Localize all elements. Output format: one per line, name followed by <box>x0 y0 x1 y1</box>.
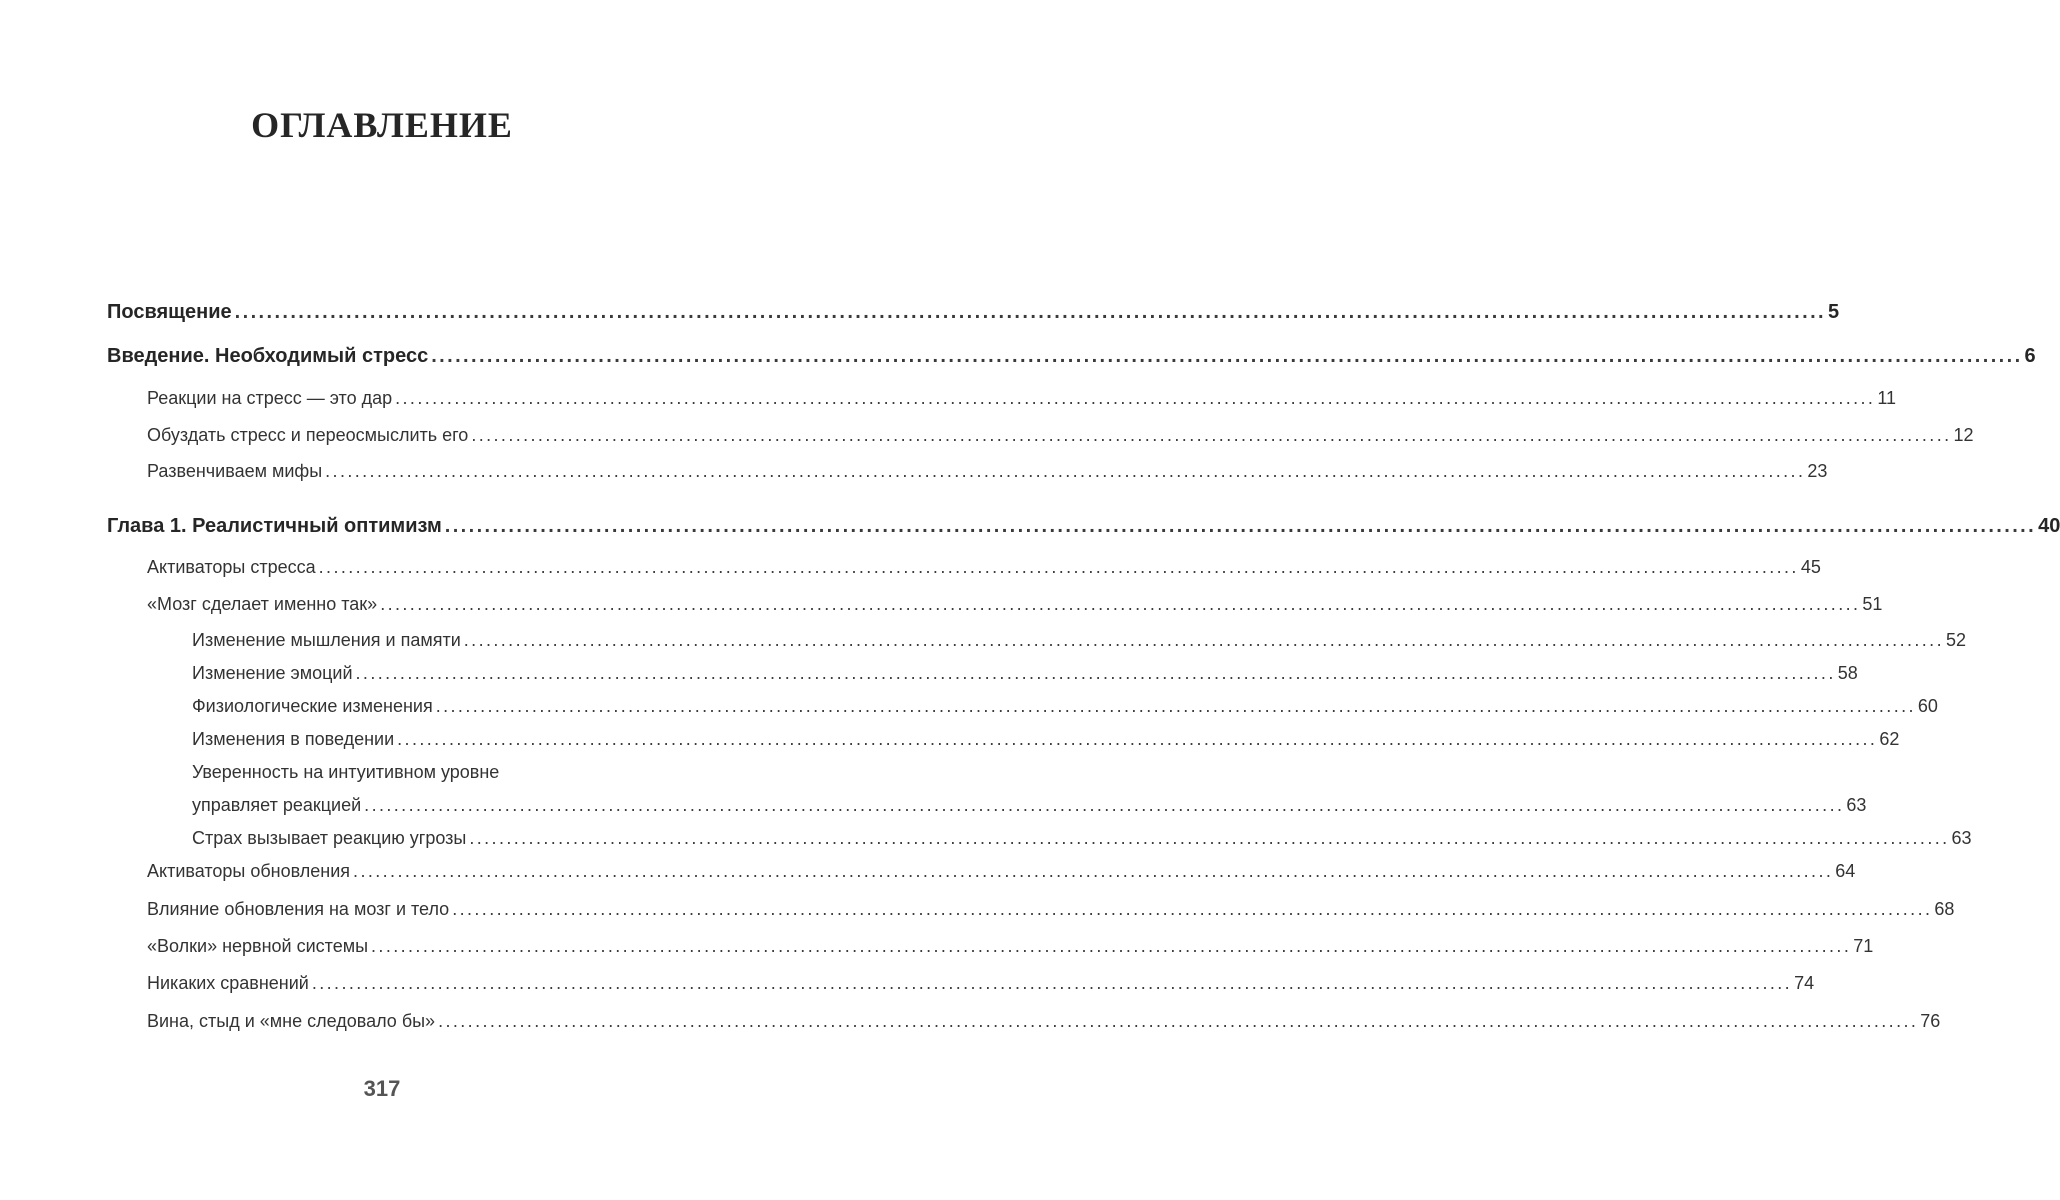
toc-entry-label: Посвящение <box>107 301 232 323</box>
toc-chapter-entry <box>107 515 2060 537</box>
dot-leader: ........................................................................................................................................................................................................ <box>318 557 1799 577</box>
toc-section-entry <box>147 388 1897 408</box>
toc-subsection-entry <box>192 795 1867 815</box>
toc-section-entry <box>147 973 1815 993</box>
toc-entry-page-number: 11 <box>1877 388 1897 408</box>
toc-entry-label: Развенчиваем мифы <box>147 461 323 481</box>
toc-subsection-entry <box>192 630 1967 650</box>
dot-leader: ........................................................................................................................................................................................................ <box>431 345 2023 367</box>
toc-entry-page-number: 64 <box>1835 861 1856 881</box>
toc-entry-label: Физиологические изменения <box>192 696 433 716</box>
dot-leader: ........................................................................................................................................................................................................ <box>435 696 1916 716</box>
toc-section-entry <box>147 936 1874 956</box>
toc-entry-label: Обуздать стресс и переосмыслить его <box>147 425 469 445</box>
dot-leader: ........................................................................................................................................................................................................ <box>469 828 1950 848</box>
dot-leader: ........................................................................................................................................................................................................ <box>325 461 1806 481</box>
toc-entry-label: Изменения в поведении <box>192 729 395 749</box>
toc-section-entry <box>147 425 1974 445</box>
toc-entry-page-number: 68 <box>1934 899 1955 919</box>
toc-entry-page-number: 76 <box>1920 1011 1941 1031</box>
dot-leader: ........................................................................................................................................................................................................ <box>353 861 1834 881</box>
toc-section-entry <box>147 1011 1941 1031</box>
toc-entry-label: Реакции на стресс — это дар <box>147 388 393 408</box>
toc-entry-page-number: 71 <box>1853 936 1874 956</box>
toc-subsection-entry <box>192 663 1858 683</box>
dot-leader: ........................................................................................................................................................................................................ <box>380 594 1861 614</box>
toc-entry-label: Никаких сравнений <box>147 973 309 993</box>
dot-leader: ........................................................................................................................................................................................................ <box>364 795 1845 815</box>
toc-section-entry <box>147 461 1828 481</box>
toc-section-entry <box>147 861 1856 881</box>
toc-entry-page-number: 62 <box>1879 729 1900 749</box>
toc-section-entry <box>147 594 1883 614</box>
page-title: ОГЛАВЛЕНИЕ <box>251 105 513 145</box>
toc-entry-page-number: 45 <box>1800 557 1821 577</box>
dot-leader: ........................................................................................................................................................................................................ <box>371 936 1852 956</box>
dot-leader: ........................................................................................................................................................................................................ <box>438 1011 1919 1031</box>
dot-leader: ........................................................................................................................................................................................................ <box>395 388 1876 408</box>
toc-entry-label-first-line: Уверенность на интуитивном уровне <box>192 762 500 782</box>
dot-leader: ........................................................................................................................................................................................................ <box>444 515 2037 537</box>
dot-leader: ........................................................................................................................................................................................................ <box>311 973 1793 993</box>
dot-leader: ........................................................................................................................................................................................................ <box>452 899 1933 919</box>
toc-entry-label: Глава 1. Реалистичный оптимизм <box>107 515 442 537</box>
toc-entry-page-number: 74 <box>1794 973 1815 993</box>
toc-entry-page-number: 6 <box>2024 345 2036 367</box>
toc-subsection-entry <box>192 828 1972 848</box>
toc-entry-label: «Мозг сделает именно так» <box>147 594 378 614</box>
toc-entry-label: Влияние обновления на мозг и тело <box>147 899 450 919</box>
dot-leader: ........................................................................................................................................................................................................ <box>234 301 1826 323</box>
toc-entry-label: Страх вызывает реакцию угрозы <box>192 828 467 848</box>
dot-leader: ........................................................................................................................................................................................................ <box>463 630 1944 650</box>
toc-entry-label: Активаторы стресса <box>147 557 316 577</box>
toc-section-entry <box>147 899 1955 919</box>
dot-leader: ........................................................................................................................................................................................................ <box>355 663 1836 683</box>
toc-entry-label: Изменение мышления и памяти <box>192 630 461 650</box>
toc-entry-label: Введение. Необходимый стресс <box>107 345 429 367</box>
dot-leader: ........................................................................................................................................................................................................ <box>471 425 1952 445</box>
toc-entry-page-number: 58 <box>1837 663 1858 683</box>
toc-chapter-entry <box>107 301 1840 323</box>
toc-entry-label: Вина, стыд и «мне следовало бы» <box>147 1011 436 1031</box>
toc-entry-label: управляет реакцией <box>192 795 362 815</box>
toc-entry-label: «Волки» нервной системы <box>147 936 369 956</box>
toc-entry-page-number: 51 <box>1862 594 1883 614</box>
toc-entry-page-number: 60 <box>1917 696 1938 716</box>
toc-entry-page-number: 63 <box>1951 828 1972 848</box>
toc-entry-label: Активаторы обновления <box>147 861 351 881</box>
toc-chapter-entry <box>107 345 2036 367</box>
toc-entry-page-number: 40 <box>2038 515 2060 537</box>
toc-subsection-entry <box>192 696 1938 716</box>
toc-entry-page-number: 23 <box>1807 461 1828 481</box>
toc-entry-page-number: 12 <box>1953 425 1974 445</box>
dot-leader: ........................................................................................................................................................................................................ <box>397 729 1878 749</box>
toc-entry-label: Изменение эмоций <box>192 663 353 683</box>
toc-entry-page-number: 52 <box>1945 630 1967 650</box>
toc-section-entry <box>147 557 1821 577</box>
toc-entry-page-number: 63 <box>1846 795 1867 815</box>
toc-subsection-entry <box>192 729 1900 749</box>
page-number: 317 <box>363 1076 401 1101</box>
toc-entry-page-number: 5 <box>1827 301 1840 323</box>
